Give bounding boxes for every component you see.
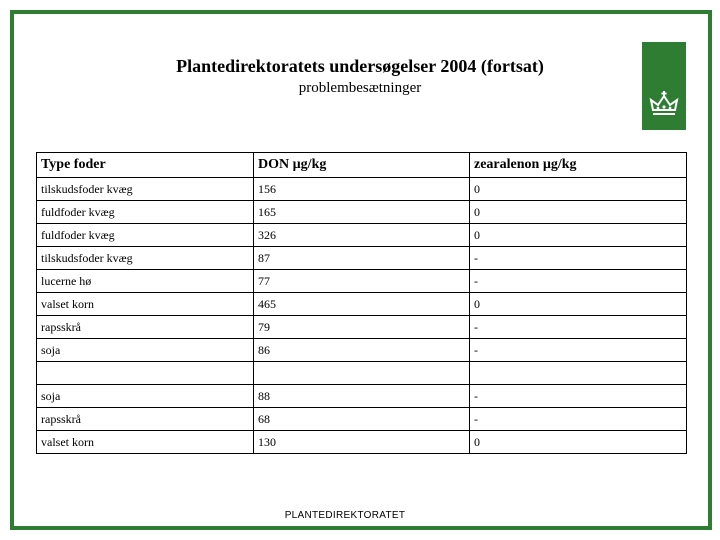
table-row — [37, 316, 687, 339]
cell-zearalenon: 0 — [470, 431, 687, 454]
page-subtitle: problembesætninger — [298, 80, 422, 96]
table-row — [37, 178, 687, 201]
cell-type: tilskudsfoder kvæg — [37, 178, 254, 201]
footer-label: PLANTEDIREKTORATET — [271, 508, 419, 526]
cell-zearalenon: - — [470, 339, 687, 362]
cell-zearalenon: 0 — [470, 201, 687, 224]
table-row — [37, 201, 687, 224]
table-row — [37, 431, 687, 454]
cell-zearalenon: 0 — [470, 178, 687, 201]
table-row — [37, 270, 687, 293]
cell-zearalenon: - — [470, 385, 687, 408]
cell-type: soja — [37, 385, 254, 408]
cell-type: rapsskrå — [37, 408, 254, 431]
cell-don: 465 — [254, 293, 470, 316]
cell-don: 130 — [254, 431, 470, 454]
table-row — [37, 339, 687, 362]
cell-zearalenon: - — [470, 316, 687, 339]
table-row — [37, 385, 687, 408]
cell-zearalenon: 0 — [470, 224, 687, 247]
cell-don: 86 — [254, 339, 470, 362]
cell-don: 165 — [254, 201, 470, 224]
header-type-foder: Type foder — [37, 153, 254, 178]
cell-type: tilskudsfoder kvæg — [37, 247, 254, 270]
cell-don: 68 — [254, 408, 470, 431]
cell-don: 88 — [254, 385, 470, 408]
cell-zearalenon: - — [470, 247, 687, 270]
page-title: Plantedirektoratets undersøgelser 2004 (fortsat) — [176, 56, 544, 76]
cell-zearalenon: - — [470, 408, 687, 431]
cell-don: 79 — [254, 316, 470, 339]
cell-type: rapsskrå — [37, 316, 254, 339]
cell-zearalenon: - — [470, 270, 687, 293]
table-row — [37, 247, 687, 270]
header-zearalenon: zearalenon µg/kg — [470, 153, 687, 178]
cell-zearalenon — [470, 362, 687, 385]
cell-don: 326 — [254, 224, 470, 247]
cell-don: 87 — [254, 247, 470, 270]
results-table — [36, 152, 687, 454]
cell-don: 77 — [254, 270, 470, 293]
cell-type: fuldfoder kvæg — [37, 201, 254, 224]
table-header-row — [37, 153, 687, 178]
header-don: DON µg/kg — [254, 153, 470, 178]
cell-zearalenon: 0 — [470, 293, 687, 316]
table-row-empty — [37, 362, 687, 385]
cell-type: valset korn — [37, 431, 254, 454]
cell-type: fuldfoder kvæg — [37, 224, 254, 247]
cell-type — [37, 362, 254, 385]
cell-don — [254, 362, 470, 385]
cell-type: lucerne hø — [37, 270, 254, 293]
table-row — [37, 224, 687, 247]
table-row — [37, 408, 687, 431]
table-row — [37, 293, 687, 316]
cell-don: 156 — [254, 178, 470, 201]
cell-type: valset korn — [37, 293, 254, 316]
cell-type: soja — [37, 339, 254, 362]
